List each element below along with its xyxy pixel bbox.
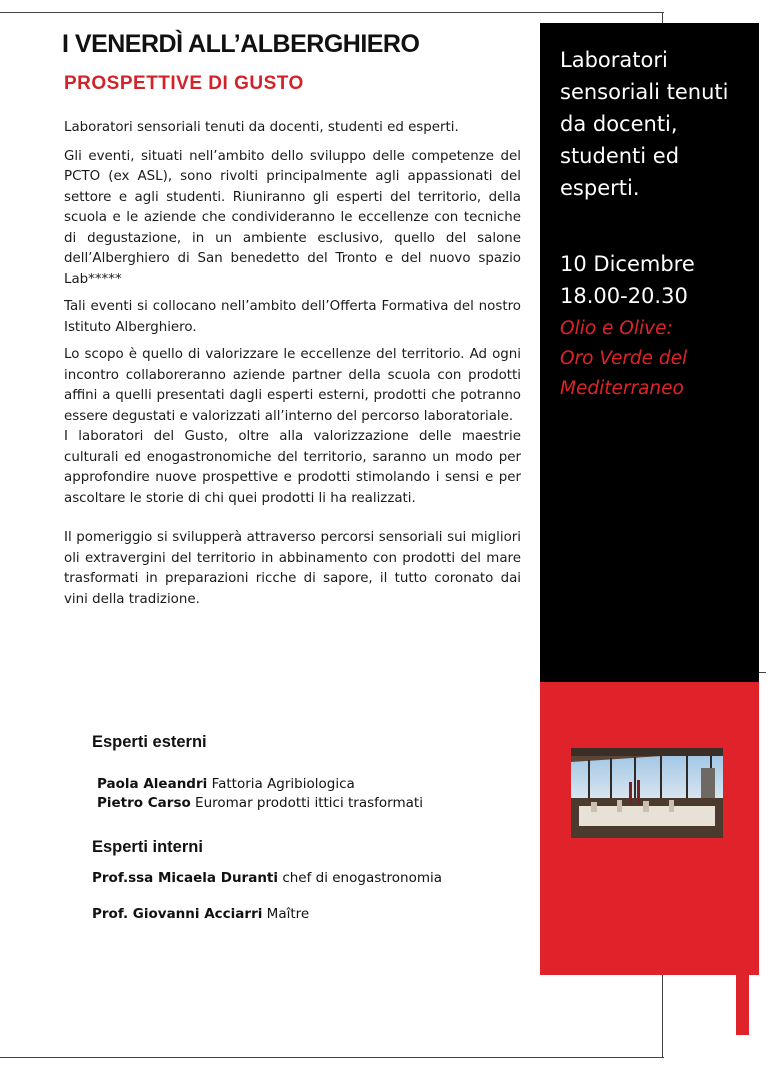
- expert-name: Prof. Giovanni Acciarri: [92, 906, 263, 922]
- event-date: 10 Dicembre: [560, 252, 695, 276]
- purpose-paragraph: Lo scopo è quello di valorizzare le eccellenze del territorio. Ad ogni incontro collaboreranno aziende partner della scuola con prodotti affini a quelli presentati dagli esperti esterni, prodotti che potranno essere degustati e valorizzati all’interno del percorso laboratoriale.: [64, 347, 521, 424]
- expert-name: Prof.ssa Micaela Duranti: [92, 870, 279, 886]
- event-time: 18.00-20.30: [560, 284, 688, 308]
- labs-paragraph: I laboratori del Gusto, oltre alla valorizzazione delle maestrie culturali ed enogastronomiche del territorio, saranno un modo per approfondire nuove prospettive e prodotti stimolando i sensi e per ascoltare le storie di chi quei prodotti li ha realizzati.: [64, 429, 521, 506]
- event-photo-image: [571, 748, 723, 838]
- event-title-line2: Oro Verde del Mediterraneo: [560, 348, 688, 399]
- offer-paragraph: Tali eventi si collocano nell’ambito dell’Offerta Formativa del nostro Istituto Alberghiero.: [64, 299, 521, 335]
- events-paragraph: Gli eventi, situati nell’ambito dello sviluppo delle competenze del PCTO (ex ASL), sono rivolti principalmente agli appassionati del settore e agli studenti. Riuniranno gli esperti del territorio, della scuola e le aziende che condivideranno le eccellenze con tecniche di degustazione, in un ambiente esclusivo, quello del salone dell’Alberghiero di San benedetto del Tronto e del nuovo spazio Lab*****: [64, 148, 521, 287]
- expert-role: chef di enogastronomia: [282, 870, 443, 886]
- external-experts-heading: Esperti esterni: [92, 733, 207, 751]
- expert-name: Paola Aleandri: [97, 776, 208, 792]
- external-expert-2: [97, 795, 423, 811]
- event-photo: [571, 748, 723, 838]
- internal-expert-2: [92, 906, 309, 922]
- frame-bottom-line: [0, 1057, 664, 1058]
- frame-top-line: [0, 12, 664, 13]
- sidebar-datetime: [560, 248, 695, 312]
- expert-name: Pietro Carso: [97, 795, 191, 811]
- internal-experts-heading: Esperti interni: [92, 838, 203, 856]
- internal-expert-1: [92, 870, 442, 886]
- expert-role: Euromar prodotti ittici trasformati: [195, 795, 423, 811]
- page-subtitle: PROSPETTIVE DI GUSTO: [64, 73, 304, 94]
- page-title: I VENERDÌ ALL’ALBERGHIERO: [62, 30, 420, 58]
- event-title-line1: Olio e Olive:: [560, 318, 673, 339]
- sidebar-intro: Laboratori sensoriali tenuti da docenti, studenti ed esperti.: [560, 48, 729, 200]
- body-text: [64, 118, 521, 617]
- expert-role: Fattoria Agribiologica: [211, 776, 355, 792]
- external-expert-1: [97, 776, 355, 792]
- afternoon-paragraph: Il pomeriggio si svilupperà attraverso percorsi sensoriali sui migliori oli extravergini del territorio in abbinamento con prodotti del mare trasformati in preparazioni ricche di sapore, il tutto coronato dai vini della tradizione.: [64, 530, 521, 607]
- red-accent-bar: [736, 975, 749, 1035]
- panel-tick-line: [759, 672, 766, 673]
- event-title: [560, 314, 750, 404]
- expert-role: Maître: [266, 906, 310, 922]
- intro-paragraph: Laboratori sensoriali tenuti da docenti, studenti ed esperti.: [64, 120, 459, 135]
